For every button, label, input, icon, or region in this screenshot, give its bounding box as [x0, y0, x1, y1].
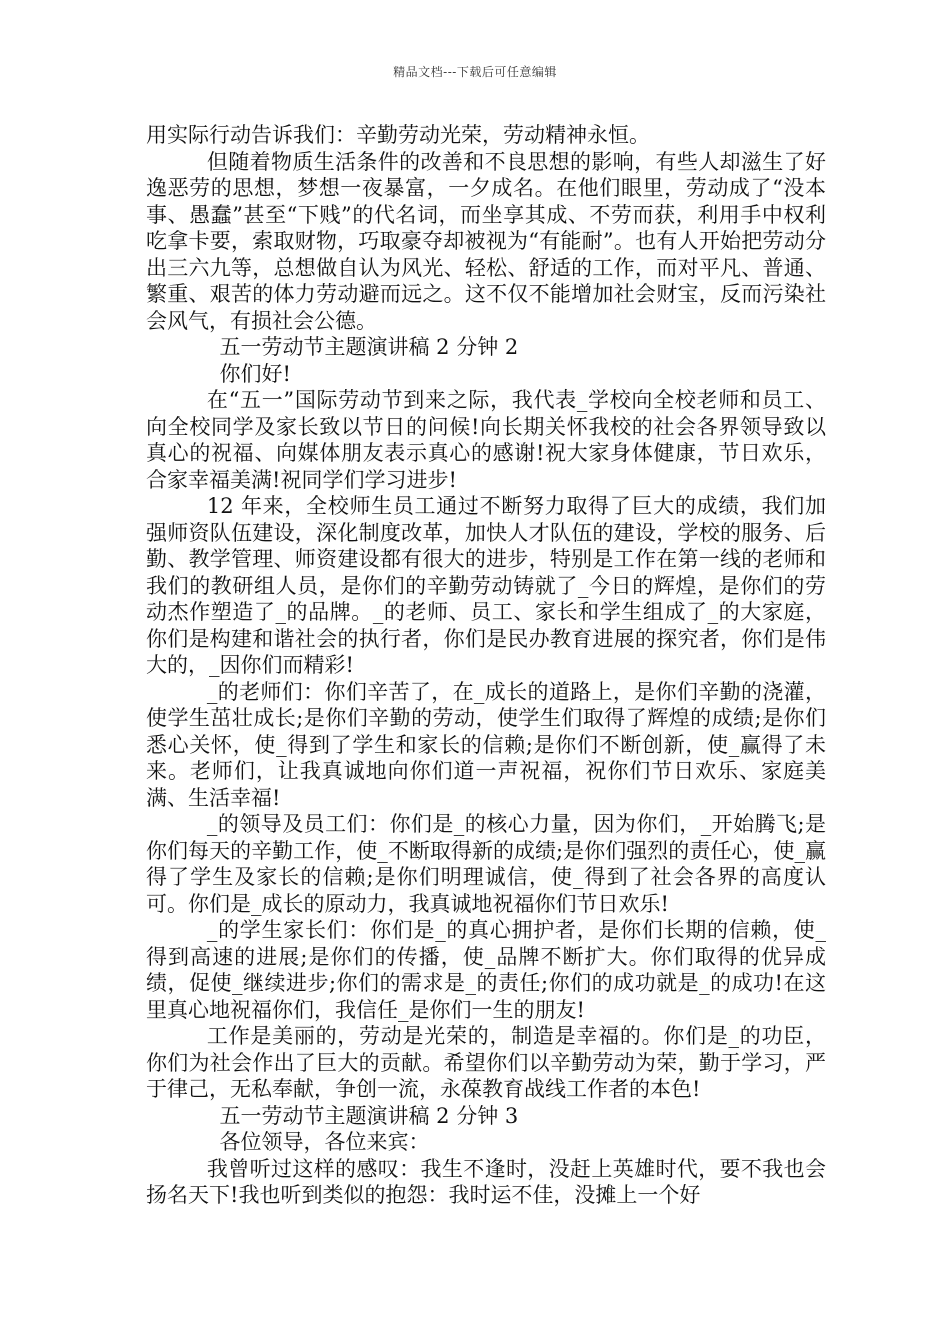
paragraph: 12 年来，全校师生员工通过不断努力取得了巨大的成绩，我们加强师资队伍建设，深化制度改革，加快人才队伍的建设，学校的服务、后勤、教学管理、师资建设都有很大的进步，特别是工作在第一线的老师和我们的教研组人员，是你们的辛勤劳动铸就了_今日的辉煌，是你们的劳动杰作塑造了_的品牌。_的老师、员工、家长和学生组成了_的大家庭，你们是构建和谐社会的执行者，你们是民办教育进展的探究者，你们是伟大的，_因你们而精彩! [146, 494, 826, 677]
paragraph: _的领导及员工们：你们是_的核心力量，因为你们，_开始腾飞;是你们每天的辛勤工作，使_不断取得新的成绩;是你们强烈的责任心，使_赢得了学生及家长的信赖;是你们明理诚信，使_得到了社会各界的高度认可。你们是_成长的原动力，我真诚地祝福你们节日欢乐! [146, 812, 826, 916]
paragraph: 在“五一”国际劳动节到来之际，我代表_学校向全校老师和员工、向全校同学及家长致以节日的问候!向长期关怀我校的社会各界领导致以真心的祝福、向媒体朋友表示真心的感谢!祝大家身体健康，节日欢乐，合家幸福美满!祝同学们学习进步! [146, 388, 826, 492]
paragraph: 但随着物质生活条件的改善和不良思想的影响，有些人却滋生了好逸恶劳的思想，梦想一夜暴富，一夕成名。在他们眼里，劳动成了“没本事、愚蠢”甚至“下贱”的代名词，而坐享其成、不劳而获，利用手中权利吃拿卡要，索取财物，巧取豪夺却被视为“有能耐”。也有人开始把劳动分出三六九等，总想做自认为风光、轻松、舒适的工作，而对平凡、普通、繁重、艰苦的体力劳动避而远之。这不仅不能增加社会财宝，反而污染社会风气，有损社会公德。 [146, 149, 826, 333]
paragraph: _的学生家长们：你们是_的真心拥护者，是你们长期的信赖，使_得到高速的进展;是你们的传播，使_品牌不断扩大。你们取得的优异成绩，促使_继续进步;你们的需求是_的责任;你们的成功就是_的成功!在这里真心地祝福你们，我信任_是你们一生的朋友! [146, 918, 826, 1022]
paragraph: _的老师们：你们辛苦了，在_成长的道路上，是你们辛勤的浇灌，使学生茁壮成长;是你们辛勤的劳动，使学生们取得了辉煌的成绩;是你们悉心关怀，使_得到了学生和家长的信赖;是你们不断创新，使_赢得了未来。老师们，让我真诚地向你们道一声祝福，祝你们节日欢乐、家庭美满、生活幸福! [146, 679, 826, 810]
section-title: 五一劳动节主题演讲稿 2 分钟 3 [219, 1103, 519, 1128]
section-title: 五一劳动节主题演讲稿 2 分钟 2 [219, 335, 519, 359]
greeting: 各位领导，各位来宾： [219, 1130, 430, 1154]
paragraph: 我曾听过这样的感叹：我生不逢时，没赶上英雄时代，要不我也会扬名天下!我也听到类似的抱怨：我时运不佳，没摊上一个好 [146, 1156, 826, 1207]
document-body [146, 122, 826, 1209]
greeting: 你们好! [219, 361, 291, 386]
page-header: 精品文档---下载后可任意编辑 [393, 65, 557, 79]
paragraph: 工作是美丽的，劳动是光荣的，制造是幸福的。你们是_的功臣，你们为社会作出了巨大的贡献。希望你们以辛勤劳动为荣，勤于学习，严于律己，无私奉献，争创一流，永葆教育战线工作者的本色! [146, 1024, 826, 1101]
paragraph: 用实际行动告诉我们：辛勤劳动光荣，劳动精神永恒。 [146, 123, 650, 147]
